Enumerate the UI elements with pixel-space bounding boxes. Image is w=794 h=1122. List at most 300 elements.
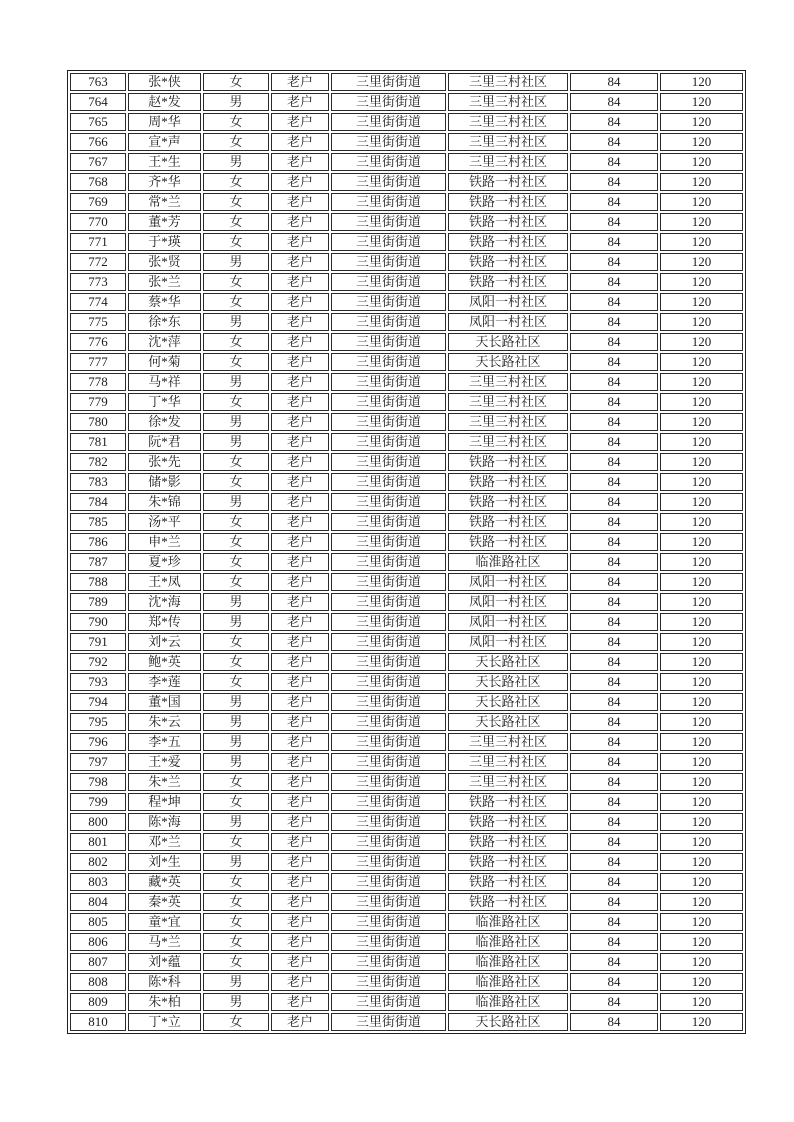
table-cell: 84 [570,473,658,491]
table-cell: 储*影 [128,473,201,491]
table-cell: 于*瑛 [128,233,201,251]
table-cell: 凤阳一村社区 [448,573,568,591]
table-cell: 791 [70,633,126,651]
table-cell: 84 [570,693,658,711]
table-cell: 老户 [271,253,329,271]
table-row [70,273,743,291]
table-cell: 三里街街道 [331,373,446,391]
table-cell: 三里街街道 [331,513,446,531]
table-cell: 女 [203,193,269,211]
table-cell: 朱*锦 [128,493,201,511]
table-cell: 765 [70,113,126,131]
table-row [70,813,743,831]
table-cell: 男 [203,973,269,991]
table-cell: 84 [570,73,658,91]
table-row [70,73,743,91]
table-cell: 120 [660,953,743,971]
table-cell: 773 [70,273,126,291]
table-cell: 铁路一村社区 [448,233,568,251]
table-cell: 768 [70,173,126,191]
table-cell: 三里街街道 [331,473,446,491]
table-cell: 临淮路社区 [448,993,568,1011]
table-cell: 女 [203,673,269,691]
table-cell: 84 [570,513,658,531]
table-cell: 84 [570,253,658,271]
table-cell: 84 [570,813,658,831]
table-cell: 老户 [271,653,329,671]
table-cell: 天长路社区 [448,693,568,711]
table-cell: 三里街街道 [331,813,446,831]
table-row [70,873,743,891]
table-cell: 凤阳一村社区 [448,593,568,611]
table-cell: 84 [570,973,658,991]
table-cell: 刘*云 [128,633,201,651]
table-row [70,573,743,591]
table-cell: 120 [660,653,743,671]
table-cell: 三里街街道 [331,193,446,211]
table-cell: 张*先 [128,453,201,471]
table-row [70,153,743,171]
table-row [70,513,743,531]
table-row [70,413,743,431]
table-cell: 806 [70,933,126,951]
table-cell: 783 [70,473,126,491]
table-cell: 三里街街道 [331,873,446,891]
table-cell: 120 [660,873,743,891]
table-cell: 三里街街道 [331,453,446,471]
table-row [70,473,743,491]
records-table-body [70,73,743,1031]
table-cell: 787 [70,553,126,571]
table-cell: 三里街街道 [331,733,446,751]
table-cell: 120 [660,793,743,811]
table-cell: 女 [203,633,269,651]
table-cell: 785 [70,513,126,531]
table-cell: 809 [70,993,126,1011]
table-cell: 三里街街道 [331,153,446,171]
table-row [70,353,743,371]
table-cell: 女 [203,173,269,191]
table-cell: 铁路一村社区 [448,793,568,811]
table-cell: 84 [570,933,658,951]
table-cell: 老户 [271,793,329,811]
table-cell: 803 [70,873,126,891]
table-cell: 84 [570,913,658,931]
table-cell: 120 [660,313,743,331]
table-cell: 84 [570,353,658,371]
table-cell: 男 [203,313,269,331]
table-cell: 764 [70,93,126,111]
table-cell: 董*国 [128,693,201,711]
table-cell: 三里街街道 [331,993,446,1011]
table-cell: 男 [203,993,269,1011]
table-cell: 男 [203,753,269,771]
table-cell: 秦*英 [128,893,201,911]
table-cell: 老户 [271,993,329,1011]
table-cell: 临淮路社区 [448,553,568,571]
table-cell: 800 [70,813,126,831]
table-row [70,733,743,751]
table-cell: 老户 [271,673,329,691]
table-cell: 776 [70,333,126,351]
table-cell: 老户 [271,293,329,311]
table-cell: 老户 [271,153,329,171]
table-cell: 宣*声 [128,133,201,151]
table-row [70,593,743,611]
table-cell: 刘*蕴 [128,953,201,971]
table-cell: 810 [70,1013,126,1031]
table-cell: 三里街街道 [331,333,446,351]
table-cell: 常*兰 [128,193,201,211]
table-cell: 120 [660,693,743,711]
table-cell: 三里街街道 [331,893,446,911]
table-cell: 铁路一村社区 [448,853,568,871]
table-cell: 120 [660,133,743,151]
table-cell: 120 [660,493,743,511]
table-cell: 沈*萍 [128,333,201,351]
table-row [70,953,743,971]
table-cell: 天长路社区 [448,333,568,351]
table-cell: 797 [70,753,126,771]
table-cell: 84 [570,213,658,231]
table-row [70,613,743,631]
table-cell: 120 [660,413,743,431]
table-cell: 女 [203,953,269,971]
table-cell: 120 [660,193,743,211]
table-cell: 120 [660,173,743,191]
table-cell: 770 [70,213,126,231]
table-cell: 805 [70,913,126,931]
table-cell: 老户 [271,953,329,971]
table-cell: 84 [570,153,658,171]
table-cell: 女 [203,293,269,311]
table-cell: 120 [660,553,743,571]
table-cell: 丁*华 [128,393,201,411]
table-cell: 763 [70,73,126,91]
table-cell: 老户 [271,193,329,211]
table-row [70,173,743,191]
table-cell: 84 [570,453,658,471]
table-cell: 男 [203,413,269,431]
table-cell: 女 [203,213,269,231]
table-cell: 王*爱 [128,753,201,771]
table-cell: 120 [660,513,743,531]
table-cell: 三里街街道 [331,93,446,111]
table-cell: 李*莲 [128,673,201,691]
table-cell: 女 [203,653,269,671]
table-cell: 84 [570,113,658,131]
table-cell: 男 [203,713,269,731]
table-cell: 120 [660,153,743,171]
table-cell: 女 [203,353,269,371]
table-cell: 120 [660,113,743,131]
table-cell: 三里街街道 [331,633,446,651]
table-cell: 铁路一村社区 [448,453,568,471]
table-row [70,673,743,691]
table-cell: 王*生 [128,153,201,171]
table-row [70,373,743,391]
table-cell: 老户 [271,273,329,291]
table-cell: 陈*海 [128,813,201,831]
table-cell: 男 [203,153,269,171]
table-cell: 774 [70,293,126,311]
table-cell: 女 [203,833,269,851]
table-cell: 赵*发 [128,93,201,111]
table-cell: 772 [70,253,126,271]
table-cell: 男 [203,593,269,611]
resident-records-table [67,70,746,1034]
table-cell: 798 [70,773,126,791]
table-row [70,713,743,731]
table-cell: 老户 [271,113,329,131]
table-cell: 周*华 [128,113,201,131]
table-cell: 84 [570,953,658,971]
table-cell: 天长路社区 [448,713,568,731]
table-cell: 老户 [271,913,329,931]
table-cell: 男 [203,813,269,831]
table-cell: 120 [660,293,743,311]
table-cell: 三里三村社区 [448,733,568,751]
table-cell: 女 [203,573,269,591]
table-cell: 三里街街道 [331,613,446,631]
table-cell: 男 [203,613,269,631]
table-cell: 三里街街道 [331,493,446,511]
table-row [70,913,743,931]
table-cell: 三里三村社区 [448,393,568,411]
table-cell: 三里街街道 [331,273,446,291]
table-row [70,553,743,571]
table-row [70,313,743,331]
table-cell: 三里街街道 [331,933,446,951]
table-cell: 802 [70,853,126,871]
table-cell: 三里三村社区 [448,93,568,111]
table-cell: 120 [660,773,743,791]
table-cell: 老户 [271,753,329,771]
table-cell: 三里街街道 [331,773,446,791]
table-cell: 120 [660,213,743,231]
table-row [70,853,743,871]
table-cell: 三里街街道 [331,293,446,311]
table-cell: 铁路一村社区 [448,873,568,891]
table-cell: 铁路一村社区 [448,533,568,551]
table-cell: 天长路社区 [448,353,568,371]
table-cell: 老户 [271,373,329,391]
table-row [70,433,743,451]
table-cell: 老户 [271,453,329,471]
table-cell: 84 [570,93,658,111]
table-cell: 马*祥 [128,373,201,391]
table-cell: 天长路社区 [448,653,568,671]
table-cell: 汤*平 [128,513,201,531]
table-cell: 徐*发 [128,413,201,431]
table-cell: 女 [203,533,269,551]
table-cell: 老户 [271,693,329,711]
table-cell: 凤阳一村社区 [448,293,568,311]
table-cell: 铁路一村社区 [448,253,568,271]
table-cell: 女 [203,113,269,131]
table-cell: 申*兰 [128,533,201,551]
table-cell: 三里三村社区 [448,133,568,151]
table-cell: 786 [70,533,126,551]
table-row [70,213,743,231]
table-cell: 三里街街道 [331,113,446,131]
table-row [70,773,743,791]
table-cell: 老户 [271,313,329,331]
table-cell: 老户 [271,633,329,651]
table-cell: 老户 [271,933,329,951]
table-cell: 三里街街道 [331,713,446,731]
table-cell: 120 [660,433,743,451]
table-cell: 84 [570,133,658,151]
table-cell: 凤阳一村社区 [448,613,568,631]
table-cell: 120 [660,453,743,471]
table-cell: 铁路一村社区 [448,893,568,911]
table-cell: 三里街街道 [331,433,446,451]
table-cell: 铁路一村社区 [448,813,568,831]
table-cell: 766 [70,133,126,151]
table-cell: 84 [570,293,658,311]
table-cell: 三里街街道 [331,313,446,331]
table-cell: 120 [660,973,743,991]
table-cell: 84 [570,1013,658,1031]
table-cell: 84 [570,873,658,891]
table-cell: 三里街街道 [331,173,446,191]
table-cell: 三里街街道 [331,653,446,671]
table-cell: 老户 [271,1013,329,1031]
table-cell: 男 [203,733,269,751]
table-cell: 铁路一村社区 [448,173,568,191]
table-cell: 张*贤 [128,253,201,271]
table-cell: 藏*英 [128,873,201,891]
table-cell: 84 [570,613,658,631]
table-cell: 84 [570,273,658,291]
table-row [70,493,743,511]
table-cell: 张*侠 [128,73,201,91]
table-cell: 三里三村社区 [448,753,568,771]
table-cell: 老户 [271,813,329,831]
table-cell: 84 [570,193,658,211]
table-cell: 三里三村社区 [448,113,568,131]
table-cell: 799 [70,793,126,811]
table-cell: 三里三村社区 [448,433,568,451]
table-cell: 老户 [271,713,329,731]
table-cell: 女 [203,333,269,351]
table-cell: 女 [203,133,269,151]
table-cell: 凤阳一村社区 [448,633,568,651]
table-cell: 120 [660,813,743,831]
table-cell: 三里街街道 [331,833,446,851]
table-cell: 84 [570,893,658,911]
table-cell: 120 [660,633,743,651]
table-cell: 朱*云 [128,713,201,731]
table-row [70,233,743,251]
table-cell: 784 [70,493,126,511]
table-cell: 795 [70,713,126,731]
table-cell: 120 [660,73,743,91]
table-cell: 老户 [271,493,329,511]
table-cell: 120 [660,333,743,351]
table-cell: 84 [570,753,658,771]
table-cell: 老户 [271,233,329,251]
table-cell: 男 [203,853,269,871]
table-cell: 女 [203,473,269,491]
table-cell: 三里街街道 [331,413,446,431]
table-cell: 84 [570,173,658,191]
table-cell: 807 [70,953,126,971]
table-cell: 801 [70,833,126,851]
table-cell: 老户 [271,353,329,371]
table-cell: 三里街街道 [331,553,446,571]
table-cell: 120 [660,353,743,371]
table-cell: 女 [203,513,269,531]
table-cell: 120 [660,473,743,491]
table-cell: 84 [570,833,658,851]
table-cell: 三里街街道 [331,673,446,691]
table-cell: 769 [70,193,126,211]
table-row [70,93,743,111]
table-cell: 84 [570,993,658,1011]
table-cell: 女 [203,773,269,791]
table-row [70,293,743,311]
table-row [70,133,743,151]
table-cell: 女 [203,793,269,811]
table-row [70,633,743,651]
table-cell: 84 [570,413,658,431]
table-cell: 777 [70,353,126,371]
table-cell: 84 [570,653,658,671]
table-cell: 三里三村社区 [448,153,568,171]
table-cell: 老户 [271,593,329,611]
table-cell: 三里街街道 [331,693,446,711]
table-cell: 女 [203,873,269,891]
table-cell: 老户 [271,433,329,451]
table-cell: 三里街街道 [331,353,446,371]
table-cell: 老户 [271,473,329,491]
table-cell: 782 [70,453,126,471]
table-cell: 老户 [271,393,329,411]
table-cell: 84 [570,733,658,751]
table-cell: 84 [570,533,658,551]
table-cell: 84 [570,713,658,731]
table-row [70,1013,743,1031]
table-cell: 女 [203,393,269,411]
table-cell: 铁路一村社区 [448,493,568,511]
table-cell: 老户 [271,133,329,151]
table-cell: 男 [203,493,269,511]
table-cell: 三里街街道 [331,393,446,411]
table-cell: 老户 [271,73,329,91]
table-cell: 三里街街道 [331,1013,446,1031]
table-cell: 三里街街道 [331,913,446,931]
table-cell: 沈*海 [128,593,201,611]
table-cell: 老户 [271,93,329,111]
table-row [70,693,743,711]
table-cell: 铁路一村社区 [448,213,568,231]
table-cell: 天长路社区 [448,673,568,691]
table-cell: 男 [203,693,269,711]
table-cell: 120 [660,893,743,911]
table-cell: 771 [70,233,126,251]
table-cell: 阮*君 [128,433,201,451]
table-cell: 老户 [271,733,329,751]
table-cell: 84 [570,593,658,611]
table-cell: 120 [660,833,743,851]
table-row [70,973,743,991]
table-cell: 84 [570,793,658,811]
table-cell: 794 [70,693,126,711]
table-cell: 老户 [271,413,329,431]
table-cell: 女 [203,933,269,951]
